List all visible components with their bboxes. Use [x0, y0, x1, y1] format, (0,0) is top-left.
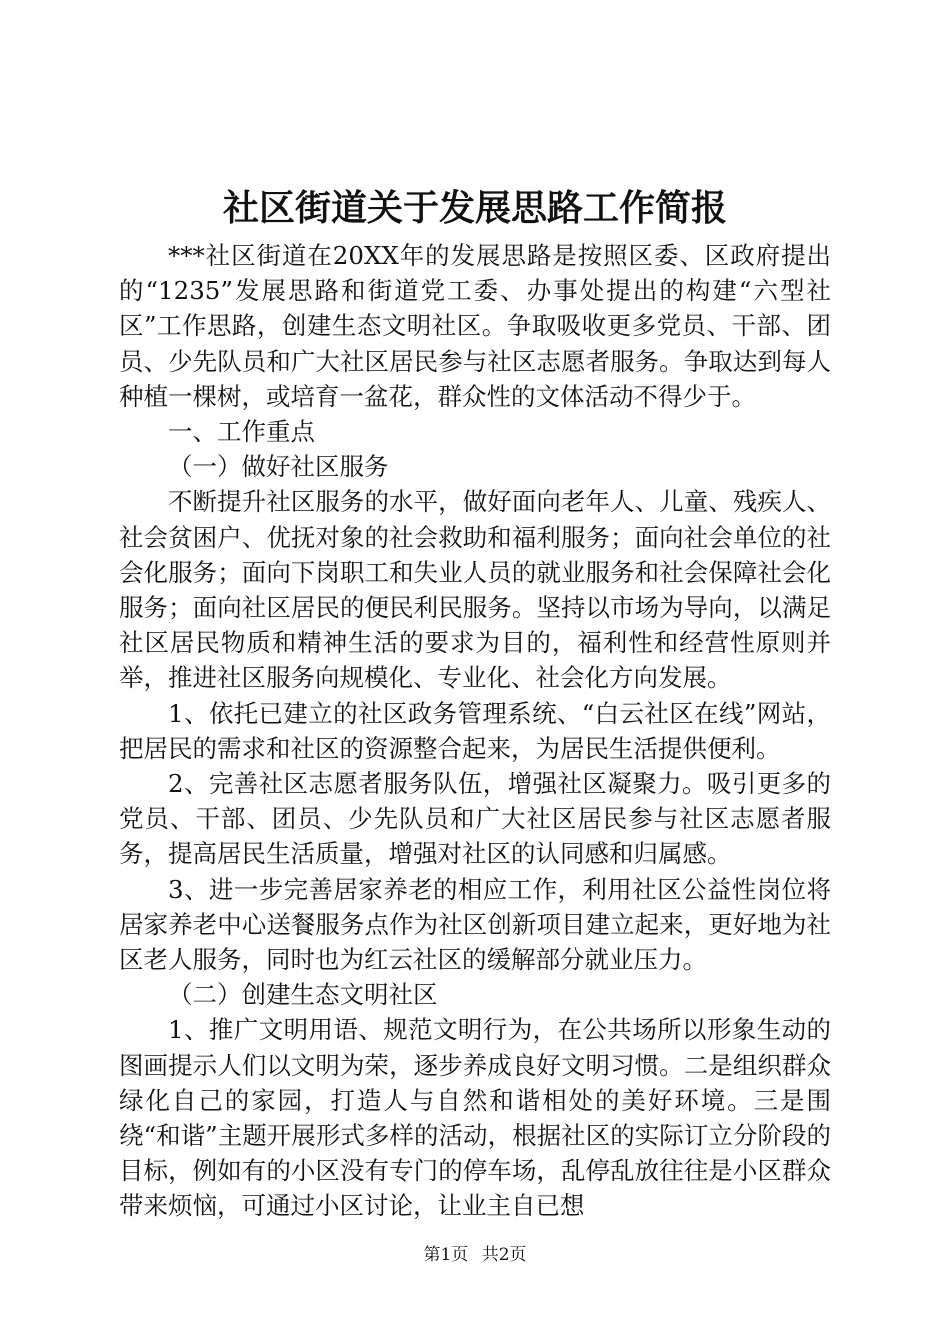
paragraph-eco-item-1: 1、推广文明用语、规范文明行为，在公共场所以形象生动的图画提示人们以文明为荣，逐步养成良好文明习惯。二是组织群众绿化自己的家园，打造人与自然和谐相处的美好环境。三是围绕“和谐”主题开展形式多样的活动，根据社区的实际订立分阶段的目标，例如有的小区没有专门的停车场，乱停乱放往往是小区群众带来烦恼，可通过小区讨论，让业主自已想 [119, 1015, 831, 1221]
page-footer [0, 1243, 950, 1267]
paragraph-item-1: 1、依托已建立的社区政务管理系统、“白云社区在线”网站，把居民的需求和社区的资源整合起来，为居民生活提供便利。 [119, 698, 831, 763]
document-title: 社区街道关于发展思路工作简报 [222, 187, 727, 229]
page-total: 共2页 [481, 1245, 527, 1265]
paragraph-item-3: 3、进一步完善居家养老的相应工作，利用社区公益性岗位将居家养老中心送餐服务点作为社区创新项目建立起来，更好地为社区老人服务，同时也为红云社区的缓解部分就业压力。 [119, 874, 831, 975]
page-number: 第1页 [423, 1245, 469, 1265]
subheading-eco-community: （二）创建生态文明社区 [168, 980, 438, 1010]
subheading-community-service: （一）做好社区服务 [168, 452, 389, 482]
paragraph-item-2: 2、完善社区志愿者服务队伍，增强社区凝聚力。吸引更多的党员、干部、团员、少先队员和广大社区居民参与社区志愿者服务，提高居民生活质量，增强对社区的认同感和归属感。 [119, 769, 831, 869]
paragraph-community-service: 不断提升社区服务的水平，做好面向老年人、儿童、残疾人、社会贫困户、优抚对象的社会救助和福利服务；面向社会单位的社会化服务；面向下岗职工和失业人员的就业服务和社会保障社会化服务；面向社区居民的便民利民服务。坚持以市场为导向，以满足社区居民物质和精神生活的要求为目的，福利性和经营性原则并举，推进社区服务向规模化、专业化、社会化方向发展。 [119, 487, 831, 693]
document-body [119, 238, 831, 1224]
heading-work-focus: 一、工作重点 [168, 417, 315, 447]
paragraph-intro: ***社区街道在20XX年的发展思路是按照区委、区政府提出的“1235”发展思路和街道党工委、办事处提出的构建“六型社区”工作思路，创建生态文明社区。争取吸收更多党员、干部、团员、少先队员和广大社区居民参与社区志愿者服务。争取达到每人种植一棵树，或培育一盆花，群众性的文体活动不得少于。 [119, 241, 831, 411]
